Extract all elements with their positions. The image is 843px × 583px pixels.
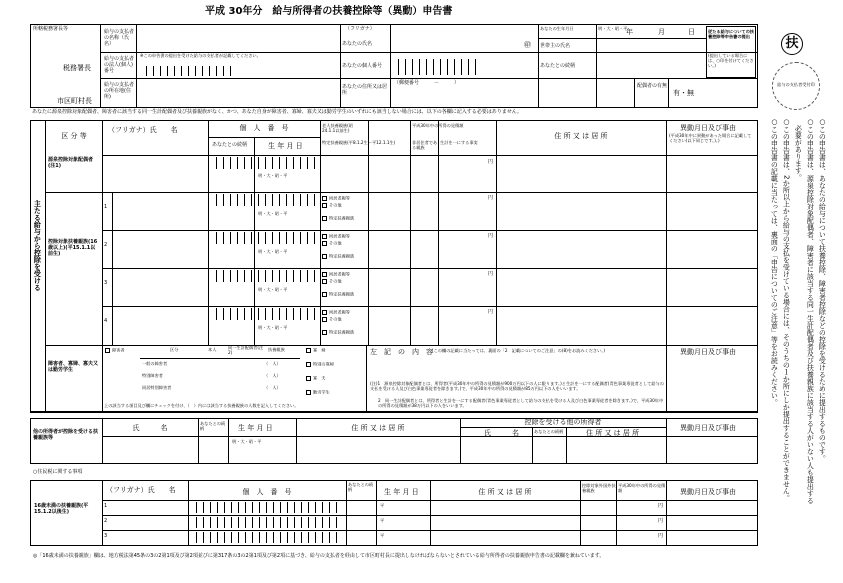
row-b2-other[interactable]: その他 <box>322 241 342 246</box>
c-note: 上の該当する項目及び欄にチェックを付け、（ ）内には該当する扶養親族の人数を記入してください。 <box>104 403 299 408</box>
r1-yen: 円 <box>658 503 664 509</box>
r-income-label: 平成30年中の所得の見積額 <box>618 483 666 493</box>
cohabit-disabled: 同居特別障害者 <box>142 385 172 390</box>
r1-number-boxes[interactable] <box>190 502 337 513</box>
row-a-yen: 円 <box>488 159 494 165</box>
self-label: 本人 <box>208 347 217 352</box>
r-num-2: 2 <box>104 518 108 524</box>
r2-number-boxes[interactable] <box>190 517 337 528</box>
relation-label: あなたとの続柄 <box>540 63 576 69</box>
r-relation-label: あなたとの続柄 <box>348 482 374 492</box>
row-b1-number-boxes[interactable] <box>210 194 315 206</box>
your-name-label: あなたの氏名 <box>342 41 373 47</box>
row-b4-yen: 円 <box>488 309 494 315</box>
payer-number-note: ※この申告書の提出を受けた給与の支払者が記載してください。 <box>140 53 261 58</box>
row-b4-other[interactable]: その他 <box>322 317 342 322</box>
footer-note: ◎「16歳未満の扶養親族」欄は、地方税法第45条の3の2第1項及び第2項並びに第317条の3の2第1項及び第2項に基づき、給与の支払者を経由して市区町村長に提出しなければならないとされている給与所得者の扶養親族申告書の記載欄を兼ねています。 <box>33 553 605 559</box>
row-b3-special[interactable]: 特定扶養親族 <box>322 292 354 297</box>
right-note-4: ○この申告書は、2か所以上から給与の支払を受けている場合には、そのうちの１か所にしか提出することができません。 <box>782 118 791 502</box>
r3-era: 平 <box>380 533 385 538</box>
row-b-num-2: 2 <box>104 242 108 248</box>
payer-address-label: 給与の支払者の所在地(住所) <box>104 82 135 100</box>
col-special: 特定扶養親族(平8.1.2生～平12.1.1生) <box>322 140 396 145</box>
birth-era: 明・大・昭・平 <box>598 26 628 31</box>
details-label: 左 記 の 内 容 <box>370 348 433 356</box>
row-d-label: 他の所得者が控除を受ける扶養親族等 <box>33 429 99 441</box>
r3-yen: 円 <box>658 533 664 539</box>
d-payer-relation: あなたとの続柄 <box>534 429 564 434</box>
r-name-label: （フリガナ）氏 名 <box>106 486 176 494</box>
persons-2[interactable]: （ 人） <box>264 373 281 378</box>
widow-check[interactable]: 寡 婦 <box>306 348 326 353</box>
persons-1[interactable]: （ 人） <box>264 361 281 366</box>
your-number-boxes[interactable] <box>392 59 476 75</box>
row-b1-elderly[interactable]: 同居老親等 <box>322 196 350 201</box>
row-b2-number-boxes[interactable] <box>210 232 315 244</box>
r-birth-label: 生 年 月 日 <box>384 488 419 496</box>
right-note-1: ○この申告書は、あなたの給与について扶養控除、障害者控除などの控除を受けるために提出するものです。 <box>818 118 827 462</box>
resident-heading: ○住民税に関する事項 <box>33 469 83 475</box>
payer-number-boxes[interactable] <box>140 66 231 76</box>
r-change-label: 異動月日及び事由 <box>680 488 736 496</box>
col-change: 異動月日及び事由 <box>680 124 736 132</box>
col-address: 住 所 又 は 居 所 <box>554 132 608 140</box>
r-num-3: 3 <box>104 533 108 539</box>
d-address-label: 住 所 又 は 居 所 <box>351 424 405 432</box>
badge-label: 扶 <box>785 36 799 51</box>
payer-name-label: 給与の支払者の名称（氏名） <box>104 29 135 47</box>
d-relation-label: あなたとの続柄 <box>200 421 226 431</box>
d-birth-label: 生 年 月 日 <box>238 424 273 432</box>
col-resident: 生計を一にする事実 <box>440 140 478 145</box>
side-note-body: (提出している場合には、○印を付けてください。) <box>708 53 754 68</box>
stamp-label: 給与の支払者受付印 <box>777 82 815 87</box>
postal-code: （郵便番号 － ） <box>394 80 460 86</box>
r-exempt-label: 控除対象外国外扶養親族 <box>582 483 616 493</box>
row-a-era: 明・大・昭・平 <box>258 173 288 178</box>
col-category: 区 分 等 <box>61 132 87 140</box>
form-badge <box>781 33 803 55</box>
main-table <box>30 120 758 412</box>
d-name-label: 氏 名 <box>132 424 168 432</box>
kubun-label: 区分 <box>170 347 179 352</box>
row-b2-elderly[interactable]: 同居老親等 <box>322 234 350 239</box>
city-office: 市区町村長 <box>57 97 92 105</box>
row-a-number-boxes[interactable] <box>210 157 315 169</box>
special-widow-check[interactable]: 特別の寡婦 <box>306 362 334 367</box>
row-b1-era: 明・大・昭・平 <box>258 211 288 216</box>
r2-yen: 円 <box>658 518 664 524</box>
birth-day: 日 <box>688 28 695 36</box>
row-b4-special[interactable]: 特定扶養親族 <box>322 330 354 335</box>
note-1: (注)1 源泉控除対象配偶者とは、所得者(平成30年中の所得の見積額が900万円以下の人に限ります。)と生計を一にする配偶者(青色事業専従者として給与の支払を受ける人及び白色事業専従者を除きます。)で、平成30年中の所得の見積額が85万円以下の人をいいます。 <box>370 381 664 391</box>
tax-office: 税務署長 <box>63 64 91 72</box>
r-num-1: 1 <box>104 503 108 509</box>
spouse-same-label: 同一生計配偶者(注2) <box>228 345 264 355</box>
row-b4-elderly[interactable]: 同居老親等 <box>322 310 350 315</box>
row-b-num-1: 1 <box>104 204 108 210</box>
birth-month: 月 <box>658 28 665 36</box>
disabled-check[interactable]: 障害者 <box>105 348 125 353</box>
col-relation: あなたとの続柄 <box>212 142 248 148</box>
row-b3-other[interactable]: その他 <box>322 279 342 284</box>
col-nonresident: 非居住者である親族 <box>412 140 438 150</box>
row-b1-yen: 円 <box>488 195 494 201</box>
your-number-label: あなたの個人番号 <box>342 63 383 69</box>
row-b2-special[interactable]: 特定扶養親族 <box>322 254 354 259</box>
d-payer-label: 控除を受ける他の所得者 <box>524 418 602 426</box>
row-b3-number-boxes[interactable] <box>210 270 315 282</box>
row-b3-era: 明・大・昭・平 <box>258 287 288 292</box>
receipt-stamp-area <box>772 62 820 110</box>
left-vertical-label: 主たる給与から控除を受ける <box>33 200 42 291</box>
d-era: 明・大・昭・平 <box>232 439 262 444</box>
birth-year: 年 <box>626 28 633 36</box>
r-address-label: 住 所 又 は 居 所 <box>478 488 532 496</box>
r-number-label: 個 人 番 号 <box>242 488 292 496</box>
row-b4-number-boxes[interactable] <box>210 308 315 320</box>
row-b-num-4: 4 <box>104 318 108 324</box>
row-b2-era: 明・大・昭・平 <box>258 249 288 254</box>
row-b-num-3: 3 <box>104 280 108 286</box>
right-note-5: ○この申告書の記載に当たっては、裏面の「申告についてのご注意」等をお読みください。 <box>770 118 779 406</box>
row-b3-yen: 円 <box>488 271 494 277</box>
row-a-label: 源泉控除対象配偶者(注1) <box>48 157 94 169</box>
your-address-label: あなたの住所又は居所 <box>342 84 388 96</box>
right-note-2: ○この申告書は、源泉控除対象配偶者、障害者に該当する同一生計配偶者及び扶養親族に該当する人がいない人も提出する <box>806 118 815 504</box>
spouse-label: 配偶者の有無 <box>637 83 668 89</box>
payer-number-label: 給与の支払者の法人(個人)番号 <box>104 56 135 74</box>
details-note: (この欄の記載に当たっては、裏面の「2 記載についてのご注意」の(8)をお読みください。) <box>432 348 606 353</box>
row-b3-elderly[interactable]: 同居老親等 <box>322 272 350 277</box>
householder-label: 世帯主の氏名 <box>540 43 571 49</box>
row-b1-special[interactable]: 特定扶養親族 <box>322 216 354 221</box>
form-title: 平成 30年分 給与所得者の扶養控除等（異動）申告書 <box>205 6 453 17</box>
right-note-3: 必要があります。 <box>794 118 803 181</box>
seal-mark: ㊞ <box>524 41 531 49</box>
col-birth: 生 年 月 日 <box>268 142 303 150</box>
office-label: 所轄税務署長等 <box>33 26 69 32</box>
note-2: 2 同一生計配偶者とは、所得者と生計を一にする配偶者(青色事業専従者として給与の支払を受ける人及び白色事業専従者を除きます。)で、平成30年中の所得の見積額が38万円以下の人をいいます。 <box>378 398 664 408</box>
widower-check[interactable]: 寡 夫 <box>306 376 326 381</box>
d-payer-address: 住 所 又 は 居 所 <box>586 429 640 437</box>
student-check[interactable]: 勤労学生 <box>306 390 330 395</box>
col-name: （フリガナ）氏 名 <box>108 126 178 134</box>
general-disabled: 一般の障害者 <box>142 361 168 366</box>
c-change-label: 異動月日及び事由 <box>680 348 736 356</box>
d-change-label: 異動月日及び事由 <box>680 424 736 432</box>
side-note-title: 従たる給与についての扶養控除等申告書の提出 <box>708 29 754 39</box>
birth-label: あなたの生年月日 <box>540 26 574 31</box>
spouse-value[interactable]: 有・無 <box>673 89 694 97</box>
row-b4-era: 明・大・昭・平 <box>258 325 288 330</box>
col-change-note: (平成30年中に異動があった場合に記載してください(以下同じです。)。) <box>669 133 752 143</box>
row-b-label: 控除対象扶養親族(16歳以上)(平15.1.1以前生) <box>48 239 98 257</box>
col-number: 個 人 番 号 <box>239 124 289 132</box>
r2-era: 平 <box>380 518 385 523</box>
row-b2-yen: 円 <box>488 233 494 239</box>
persons-3[interactable]: （ 人） <box>264 385 281 390</box>
d-payer-name: 氏 名 <box>484 429 519 437</box>
notice-text: あなたに源泉控除対象配偶者、障害者に該当する同一生計配偶者及び扶養親族がなく、かつ、あなた自身が障害者、寡婦、寡夫又は勤労学生のいずれにも該当しない場合には、以下の各欄に記入する必要はありません。 <box>32 109 523 115</box>
row-b1-other[interactable]: その他 <box>322 203 342 208</box>
r1-era: 平 <box>380 503 385 508</box>
resident-row-label: 16歳未満の扶養親族(平15.1.2以後生) <box>34 503 89 515</box>
col-elderly: 老人扶養親族(昭24.1.1以前生) <box>322 123 353 133</box>
row-c-label: 障害者、寡婦、寡夫又は勤労学生 <box>48 361 99 373</box>
furigana-label: （フリガナ） <box>345 26 375 32</box>
r3-number-boxes[interactable] <box>190 532 337 543</box>
dependent-label: 扶養親族 <box>268 347 285 352</box>
col-income: 平成30年中の所得の見積額 <box>412 123 464 128</box>
special-disabled: 特別障害者 <box>142 373 163 378</box>
